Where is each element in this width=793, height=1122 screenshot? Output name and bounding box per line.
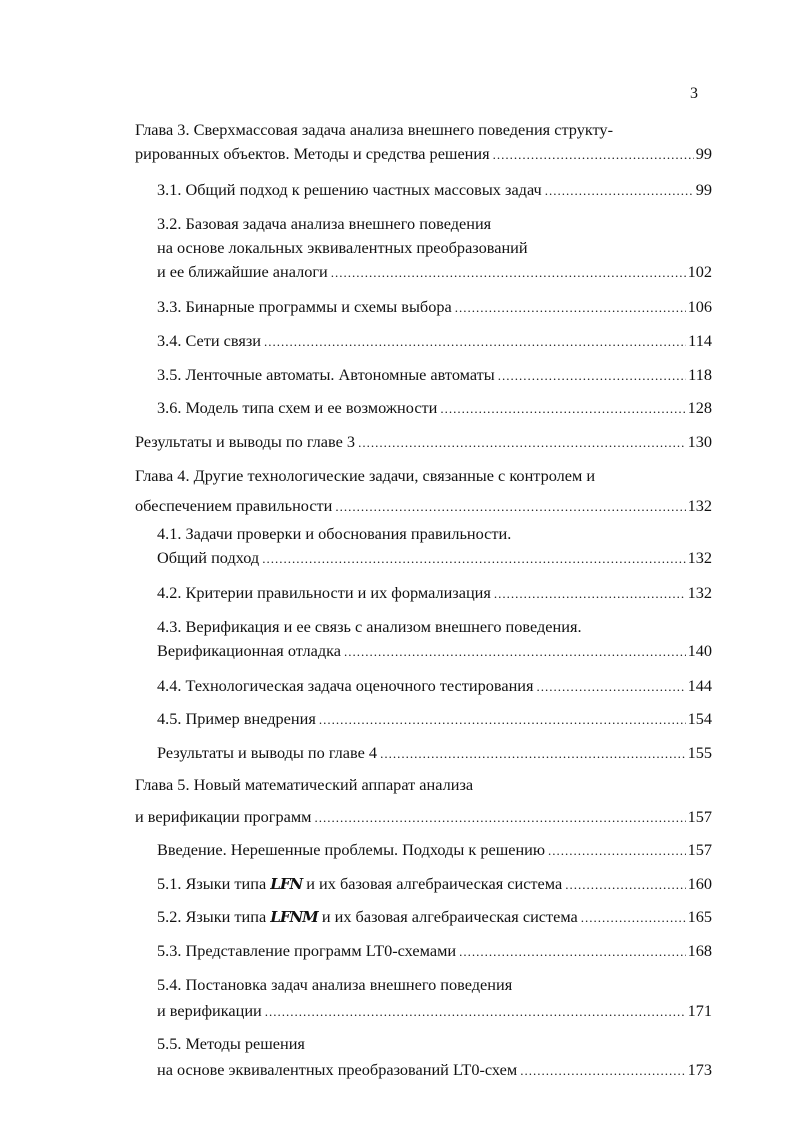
toc-entry xyxy=(157,522,712,570)
toc-entry-title: 3.1. Общий подход к решению частных массовых задач xyxy=(157,180,542,199)
toc-entry xyxy=(157,741,712,765)
dot-leader xyxy=(265,1000,686,1024)
toc-page-number: 140 xyxy=(687,641,712,660)
toc-entry xyxy=(157,581,712,605)
toc-entry-title: 3.6. Модель типа схем и ее возможности xyxy=(157,398,438,417)
toc-entry xyxy=(157,1032,712,1082)
dot-leader xyxy=(335,495,685,519)
toc-entry-title: 5.2. Языки типа xyxy=(157,907,271,926)
toc-page-number: 155 xyxy=(687,743,712,762)
toc-page-number: 99 xyxy=(695,180,712,199)
toc-page-number: 102 xyxy=(687,262,712,281)
toc-page-number: 99 xyxy=(695,144,712,163)
dot-leader xyxy=(440,397,685,421)
toc-page-number: 130 xyxy=(687,432,712,451)
toc-entry-line: Глава 5. Новый математический аппарат анализа xyxy=(135,775,474,794)
toc-page-number: 171 xyxy=(687,1001,712,1020)
toc-page-number: 154 xyxy=(687,709,712,728)
toc-entry xyxy=(157,396,712,420)
toc-entry-title: и их базовая алгебраическая система xyxy=(302,874,563,893)
dot-leader xyxy=(358,431,686,455)
toc-entry xyxy=(157,872,712,896)
language-symbol: LFNM xyxy=(270,908,318,926)
toc-entry-title: Верификационная отладка xyxy=(157,641,342,660)
toc-entry xyxy=(135,773,712,829)
toc-entry xyxy=(135,118,712,166)
toc-page-number: 132 xyxy=(687,496,712,515)
toc-entry-title: 3.5. Ленточные автоматы. Автономные автоматы xyxy=(157,365,495,384)
toc-entry-title: рированных объектов. Методы и средства решения xyxy=(135,144,490,163)
dot-leader xyxy=(319,708,686,732)
toc-entry-title: Общий подход xyxy=(157,548,260,567)
toc-entry-line: Глава 3. Сверхмассовая задача анализа внешнего поведения структу- xyxy=(135,120,613,139)
toc-entry xyxy=(157,295,712,319)
dot-leader xyxy=(264,330,686,354)
toc-entry-title: 3.4. Сети связи xyxy=(157,331,262,350)
dot-leader xyxy=(459,940,685,964)
toc-page-number: 132 xyxy=(687,583,712,602)
toc-entry-line: 4.1. Задачи проверки и обоснования правильности. xyxy=(157,524,512,543)
toc-entry-line: 5.4. Постановка задач анализа внешнего поведения xyxy=(157,975,513,994)
toc-entry xyxy=(157,939,712,963)
toc-entry-title: и их базовая алгебраическая система xyxy=(317,907,578,926)
dot-leader xyxy=(520,1059,685,1083)
toc-entry-line: 4.3. Верификация и ее связь с анализом внешнего поведения. xyxy=(157,617,582,636)
dot-leader xyxy=(493,143,694,167)
dot-leader xyxy=(494,582,686,606)
dot-leader xyxy=(262,547,685,571)
dot-leader xyxy=(537,675,686,699)
toc-entry-title: и ее ближайшие аналоги xyxy=(157,262,328,281)
toc-entry-title: 4.4. Технологическая задача оценочного тестирования xyxy=(157,676,534,695)
toc-page-number: 160 xyxy=(687,874,712,893)
toc-entry-title: 5.1. Языки типа xyxy=(157,874,271,893)
toc-entry-title: Введение. Нерешенные проблемы. Подходы к решению xyxy=(157,840,546,859)
toc-entry-line: 5.5. Методы решения xyxy=(157,1034,305,1053)
toc-page-number: 106 xyxy=(687,297,712,316)
toc-page-number: 168 xyxy=(687,941,712,960)
toc-entry-title: 4.2. Критерии правильности и их формализация xyxy=(157,583,491,602)
toc-entry-line: Глава 4. Другие технологические задачи, связанные с контролем и xyxy=(135,466,596,485)
toc-entry xyxy=(157,674,712,698)
toc-entry xyxy=(157,838,712,862)
toc-entry xyxy=(135,430,712,454)
toc-page-number: 114 xyxy=(688,331,712,350)
toc-entry-title: и верификации xyxy=(157,1001,262,1020)
toc-page-number: 157 xyxy=(687,840,712,859)
toc-page-number: 118 xyxy=(688,365,712,384)
toc-page-number: 173 xyxy=(687,1060,712,1079)
toc-entry xyxy=(157,212,712,284)
toc-entry-title: и верификации программ xyxy=(135,807,312,826)
toc-entry xyxy=(157,905,712,929)
dot-leader xyxy=(548,839,686,863)
toc-page-number: 157 xyxy=(687,807,712,826)
toc-entry-title: Результаты и выводы по главе 3 xyxy=(135,432,356,451)
toc-entry-line: 3.2. Базовая задача анализа внешнего поведения xyxy=(157,214,492,233)
dot-leader xyxy=(331,261,686,285)
toc-entry-line: на основе локальных эквивалентных преобразований xyxy=(157,238,528,257)
toc-entry xyxy=(157,973,712,1023)
toc-entry-title: обеспечением правильности xyxy=(135,496,333,515)
toc-page-number: 128 xyxy=(687,398,712,417)
dot-leader xyxy=(498,364,686,388)
toc-page-number: 144 xyxy=(687,676,712,695)
dot-leader xyxy=(455,296,686,320)
page-number: 3 xyxy=(690,85,698,102)
toc-entry-title: 4.5. Пример внедрения xyxy=(157,709,316,728)
toc-entry xyxy=(157,329,712,353)
toc-page-number: 132 xyxy=(687,548,712,567)
toc-entry xyxy=(157,178,712,202)
dot-leader xyxy=(581,906,686,930)
toc-entry-title: 3.3. Бинарные программы и схемы выбора xyxy=(157,297,452,316)
toc-entry xyxy=(157,707,712,731)
toc-entry xyxy=(157,363,712,387)
toc-entry xyxy=(157,615,712,663)
toc-entry xyxy=(135,464,712,518)
toc-entry-title: на основе эквивалентных преобразований LT0-схем xyxy=(157,1060,518,1079)
toc-entry-title: 5.3. Представление программ LT0-схемами xyxy=(157,941,457,960)
dot-leader xyxy=(344,640,686,664)
dot-leader xyxy=(380,742,686,766)
toc-page-number: 165 xyxy=(687,907,712,926)
toc-entry-title: Результаты и выводы по главе 4 xyxy=(157,743,378,762)
dot-leader xyxy=(565,873,685,897)
language-symbol: LFN xyxy=(270,875,303,893)
dot-leader xyxy=(545,179,694,203)
dot-leader xyxy=(314,806,685,830)
